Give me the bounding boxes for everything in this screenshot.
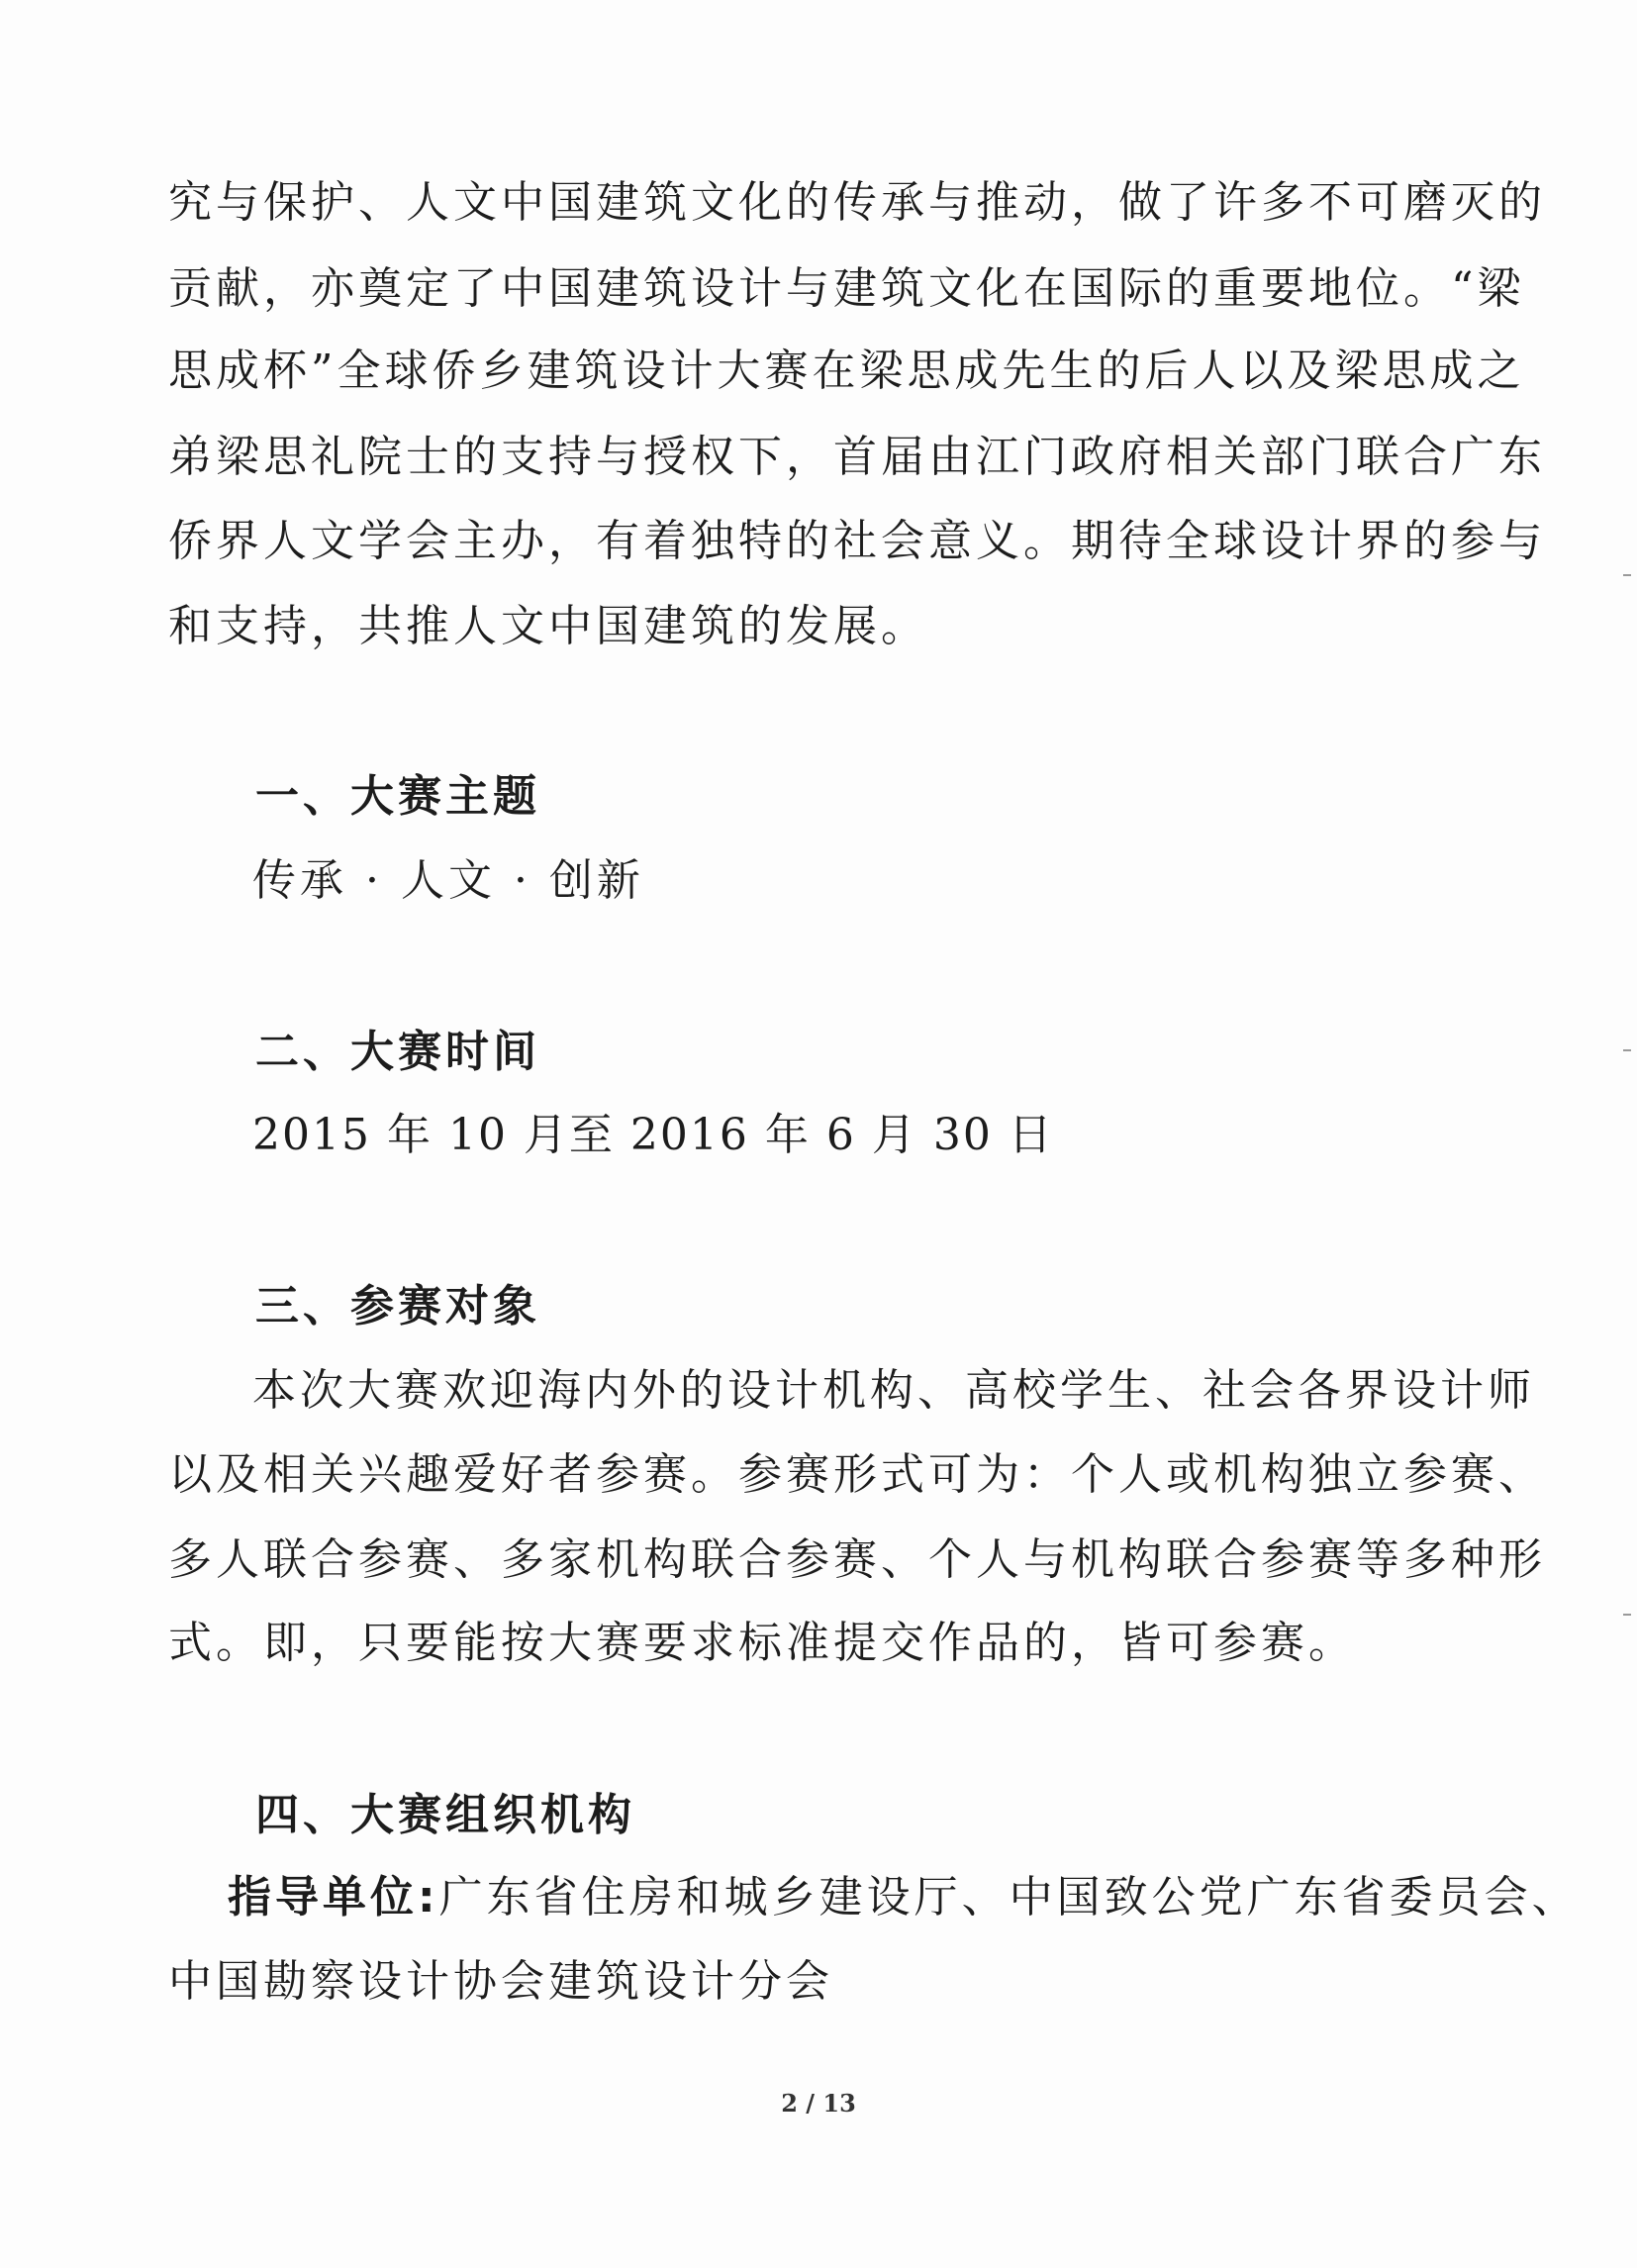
guide-unit-label: 指导单位: xyxy=(228,1872,439,1923)
section-heading-organization: 四、大赛组织机构 xyxy=(255,1790,635,1840)
section-heading-theme: 一、大赛主题 xyxy=(255,771,540,822)
intro-line-4: 弟梁思礼院士的支持与授权下，首届由江门政府相关部门联合广东 xyxy=(168,432,1546,482)
participants-line-2: 以及相关兴趣爱好者参赛。参赛形式可为：个人或机构独立参赛、 xyxy=(168,1449,1546,1500)
section-heading-participants: 三、参赛对象 xyxy=(255,1281,540,1331)
participants-line-3: 多人联合参赛、多家机构联合参赛、个人与机构联合参赛等多种形 xyxy=(168,1534,1546,1585)
intro-line-1: 究与保护、人文中国建筑文化的传承与推动，做了许多不可磨灭的 xyxy=(168,177,1546,228)
intro-line-5: 侨界人文学会主办，有着独特的社会意义。期待全球设计界的参与 xyxy=(168,516,1546,566)
scan-mark xyxy=(1623,1049,1631,1051)
participants-line-1: 本次大赛欢迎海内外的设计机构、高校学生、社会各界设计师 xyxy=(252,1365,1535,1416)
scan-mark xyxy=(1623,1614,1631,1616)
guide-unit-line xyxy=(228,1868,1580,1927)
section-heading-time: 二、大赛时间 xyxy=(255,1027,540,1077)
scan-mark xyxy=(1623,574,1631,576)
theme-text: 传承 · 人文 · 创新 xyxy=(252,855,644,906)
time-text: 2015 年 10 月至 2016 年 6 月 30 日 xyxy=(252,1110,1054,1160)
intro-line-3: 思成杯”全球侨乡建筑设计大赛在梁思成先生的后人以及梁思成之 xyxy=(168,345,1525,396)
guide-unit-line-2: 中国勘察设计协会建筑设计分会 xyxy=(168,1956,833,2007)
guide-unit-text: 广东省住房和城乡建设厅、中国致公党广东省委员会、 xyxy=(438,1872,1580,1923)
intro-line-6: 和支持，共推人文中国建筑的发展。 xyxy=(168,601,928,651)
intro-line-2: 贡献，亦奠定了中国建筑设计与建筑文化在国际的重要地位。“梁 xyxy=(168,263,1525,314)
page-number: 2 / 13 xyxy=(781,2089,856,2118)
participants-line-4: 式。即，只要能按大赛要求标准提交作品的，皆可参赛。 xyxy=(168,1618,1356,1668)
